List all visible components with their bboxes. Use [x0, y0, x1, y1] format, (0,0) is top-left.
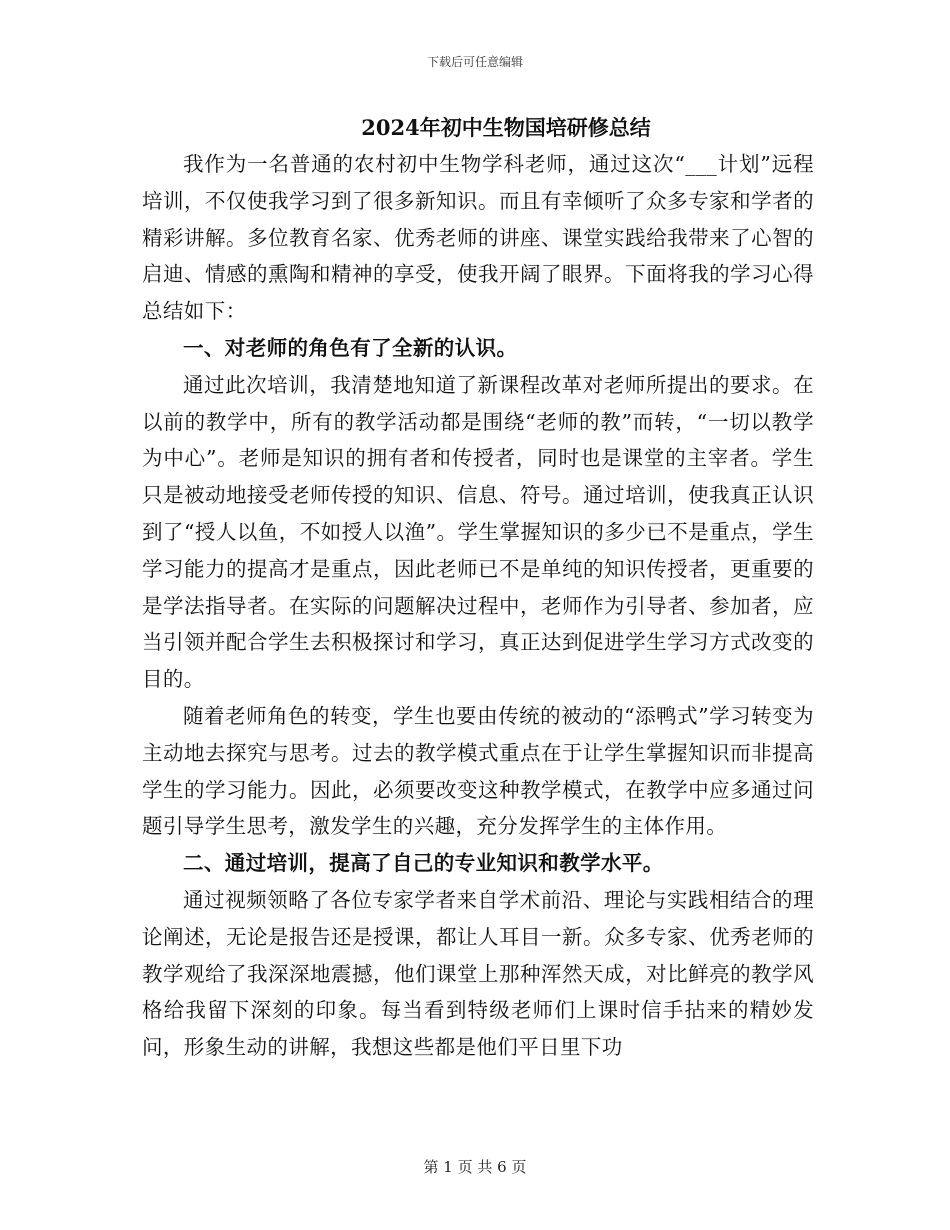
- document-title: 2024年初中生物国培研修总结: [361, 115, 651, 140]
- page-number: 第 1 页 共 6 页: [423, 1158, 527, 1176]
- section-heading-2: 二、通过培训，提高了自己的专业知识和教学水平。: [183, 851, 664, 876]
- document-body: [142, 110, 814, 1066]
- header-note: 下载后可任意编辑: [426, 55, 523, 69]
- section-heading-1: 一、对老师的角色有了全新的认识。: [183, 335, 518, 360]
- paragraph-intro: 我作为一名普通的农村初中生物学科老师，通过这次“___计划”远程培训，不仅使我学习到了很多新知识。而且有幸倾听了众多专家和学者的精彩讲解。多位教育名家、优秀老师的讲座、课堂实践给我带来了心智的启迪、情感的熏陶和精神的享受，使我开阔了眼界。下面将我的学习心得总结如下：: [142, 152, 814, 324]
- paragraph-teacher-role: 通过此次培训，我清楚地知道了新课程改革对老师所提出的要求。在以前的教学中，所有的教学活动都是围绕“老师的教”而转，“一切以教学为中心”。老师是知识的拥有者和传授者，同时也是课堂的主宰者。学生只是被动地接受老师传授的知识、信息、符号。通过培训，使我真正认识到了“授人以鱼，不如授人以渔”。学生掌握知识的多少已不是重点，学生学习能力的提高才是重点，因此老师已不是单纯的知识传授者，更重要的是学法指导者。在实际的问题解决过程中，老师作为引导者、参加者，应当引领并配合学生去积极探讨和学习，真正达到促进学生学习方式改变的目的。: [142, 372, 814, 692]
- paragraph-student-change: 随着老师角色的转变，学生也要由传统的被动的“添鸭式”学习转变为主动地去探究与思考。过去的教学模式重点在于让学生掌握知识而非提高学生的学习能力。因此，必须要改变这种教学模式，在教学中应多通过问题引导学生思考，激发学生的兴趣，充分发挥学生的主体作用。: [142, 703, 814, 839]
- paragraph-training-gains: 通过视频领略了各位专家学者来自学术前沿、理论与实践相结合的理论阐述，无论是报告还是授课，都让人耳目一新。众多专家、优秀老师的教学观给了我深深地震撼，他们课堂上那种浑然天成，对比鲜亮的教学风格给我留下深刻的印象。每当看到特级老师们上课时信手拈来的精妙发问，形象生动的讲解，我想这些都是他们平日里下功: [142, 887, 814, 1060]
